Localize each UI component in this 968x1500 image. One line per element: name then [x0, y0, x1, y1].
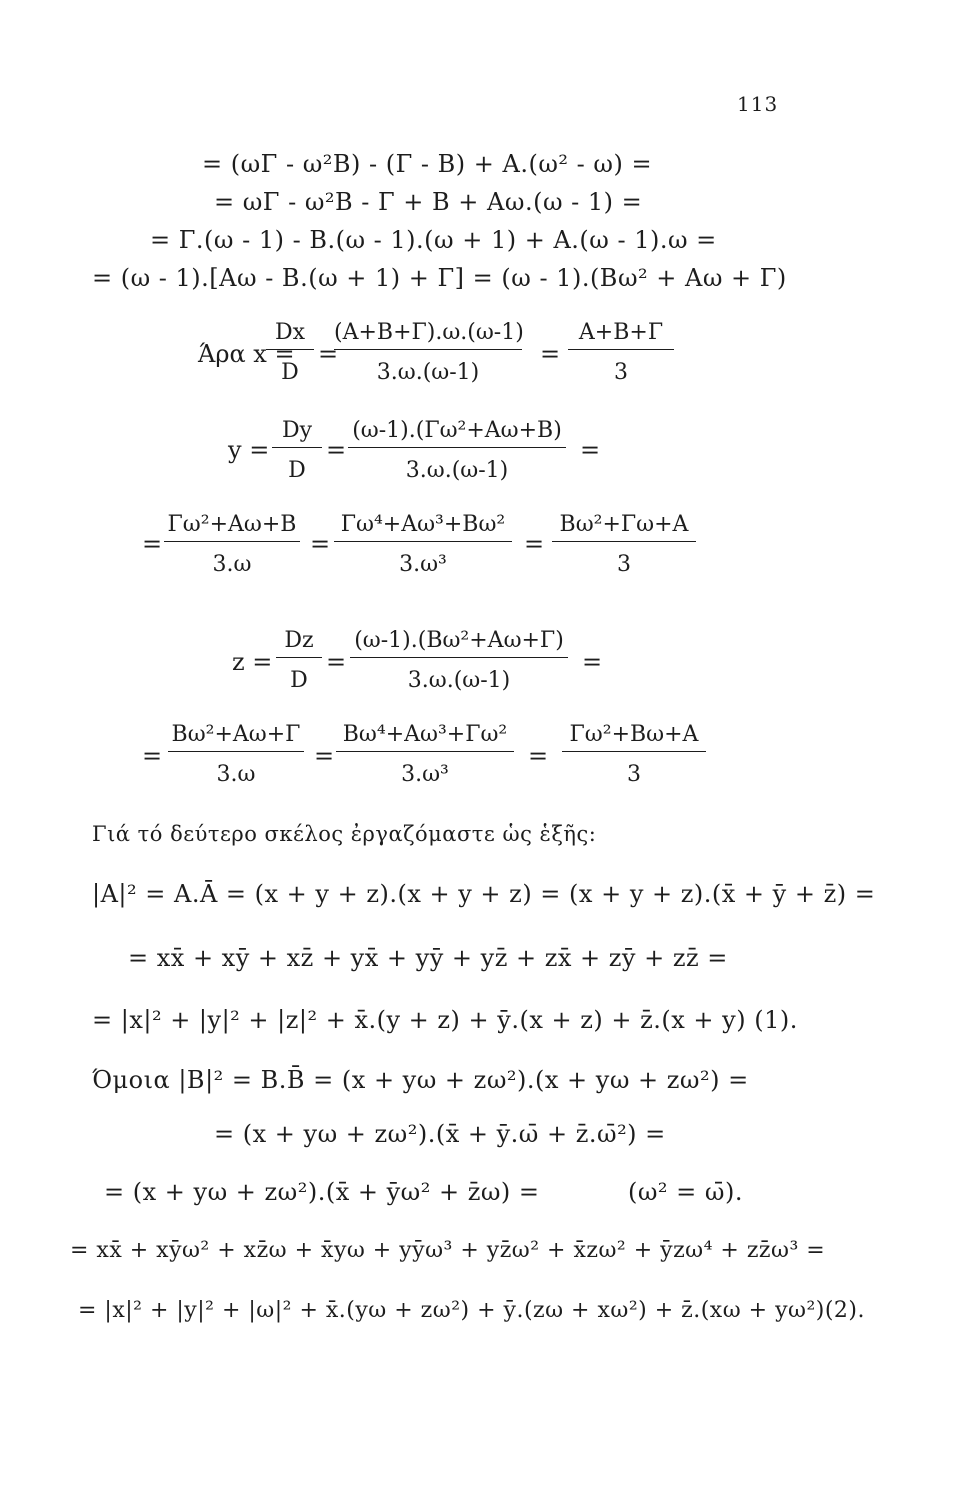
equals-sign: = — [528, 742, 549, 770]
equals-sign: = — [310, 530, 331, 558]
modulus-line-3: = |x|² + |y|² + |z|² + x̄.(y + z) + ȳ.(x + z) + z̄.(x + y) (1). — [92, 1006, 798, 1034]
z2-f3-denominator: 3 — [627, 762, 641, 787]
y2-f3-denominator: 3 — [617, 552, 631, 577]
equals-sign: = — [326, 648, 347, 676]
derivation-line-3: = Γ.(ω - 1) - B.(ω - 1).(ω + 1) + A.(ω - 1).ω = — [150, 226, 717, 254]
y-f2-numerator: (ω-1).(Γω²+Aω+B) — [352, 418, 562, 443]
x-fraction-3 — [568, 320, 674, 385]
y2-f1-numerator: Γω²+Aω+B — [167, 512, 297, 537]
y-f2-denominator: 3.ω.(ω-1) — [405, 458, 509, 483]
z2-fraction-1 — [168, 722, 304, 787]
modulus-line-2: = xx̄ + xȳ + xz̄ + yx̄ + yȳ + yz̄ + zx̄ + zȳ + zz̄ = — [128, 944, 728, 972]
modulus-line-1: |A|² = A.Ā = (x + y + z).(x + y + z) = (x + y + z).(x̄ + ȳ + z̄) = — [92, 880, 876, 908]
y-f1-denominator: D — [288, 458, 306, 483]
modulus-line-6: = (x + yω + zω²).(x̄ + ȳω² + z̄ω) = — [104, 1178, 540, 1206]
z2-f1-denominator: 3.ω — [216, 762, 256, 787]
y-f1-numerator: Dy — [281, 418, 313, 443]
z2-fraction-3 — [562, 722, 706, 787]
y-equation-label: y = — [228, 436, 270, 464]
equals-sign: = — [540, 340, 561, 368]
z2-f3-numerator: Γω²+Bω+A — [569, 722, 699, 747]
modulus-line-4: Όμοια |B|² = B.B̄ = (x + yω + zω²).(x + yω + zω²) = — [92, 1066, 749, 1094]
z-f1-denominator: D — [290, 668, 308, 693]
y2-f1-denominator: 3.ω — [212, 552, 252, 577]
z2-f2-denominator: 3.ω³ — [401, 762, 449, 787]
derivation-line-4: = (ω - 1).[Aω - B.(ω + 1) + Γ] = (ω - 1).(Bω² + Aω + Γ) — [92, 264, 787, 292]
z-equation-label: z = — [232, 648, 273, 676]
derivation-line-1: = (ωΓ - ω²B) - (Γ - B) + A.(ω² - ω) = — [202, 150, 653, 178]
z-fraction-1 — [276, 628, 322, 693]
z2-fraction-2 — [336, 722, 514, 787]
equals-sign: = — [580, 436, 601, 464]
equals-sign: = — [524, 530, 545, 558]
equals-sign: = — [314, 742, 335, 770]
y-fraction-1 — [272, 418, 322, 483]
x-fraction-1 — [266, 320, 314, 385]
z2-f1-numerator: Bω²+Aω+Γ — [171, 722, 301, 747]
y2-fraction-3 — [552, 512, 696, 577]
y2-fraction-1 — [164, 512, 300, 577]
equals-sign: = — [326, 436, 347, 464]
x-f3-denominator: 3 — [614, 360, 628, 385]
modulus-line-8: = |x|² + |y|² + |ω|² + x̄.(yω + zω²) + ȳ.(zω + xω²) + z̄.(xω + yω²)(2). — [78, 1298, 866, 1323]
text-paragraph: Γιά τό δεύτερο σκέλος ἐργαζόμαστε ὡς ἑξῆς: — [92, 822, 597, 846]
z-f2-denominator: 3.ω.(ω-1) — [407, 668, 511, 693]
x-fraction-2 — [334, 320, 522, 385]
modulus-line-7: = xx̄ + xȳω² + xz̄ω + x̄yω + yȳω³ + yz̄ω² + x̄zω² + ȳzω⁴ + zz̄ω³ = — [70, 1238, 826, 1263]
x-f1-denominator: D — [281, 360, 299, 385]
equals-sign: = — [142, 530, 163, 558]
x-f3-numerator: A+B+Γ — [578, 320, 664, 345]
y2-fraction-2 — [334, 512, 512, 577]
z-f1-numerator: Dz — [284, 628, 314, 653]
y2-f2-denominator: 3.ω³ — [399, 552, 447, 577]
x-f1-numerator: Dx — [274, 320, 306, 345]
y-fraction-2 — [348, 418, 566, 483]
derivation-line-2: = ωΓ - ω²B - Γ + B + Aω.(ω - 1) = — [214, 188, 643, 216]
equals-sign: = — [318, 340, 339, 368]
modulus-line-5: = (x + yω + zω²).(x̄ + ȳ.ω̄ + z̄.ω̄²) = — [214, 1120, 666, 1148]
equals-sign: = — [582, 648, 603, 676]
x-f2-denominator: 3.ω.(ω-1) — [376, 360, 480, 385]
equals-sign: = — [142, 742, 163, 770]
omega-identity: (ω² = ω̄). — [628, 1178, 743, 1206]
y2-f2-numerator: Γω⁴+Aω³+Bω² — [340, 512, 506, 537]
z-f2-numerator: (ω-1).(Bω²+Aω+Γ) — [354, 628, 564, 653]
y2-f3-numerator: Bω²+Γω+A — [559, 512, 689, 537]
x-equation-label: Άρα x = — [198, 340, 295, 368]
z2-f2-numerator: Bω⁴+Aω³+Γω² — [342, 722, 508, 747]
z-fraction-2 — [350, 628, 568, 693]
x-f2-numerator: (A+B+Γ).ω.(ω-1) — [334, 320, 524, 345]
page-number: 113 — [737, 92, 779, 116]
